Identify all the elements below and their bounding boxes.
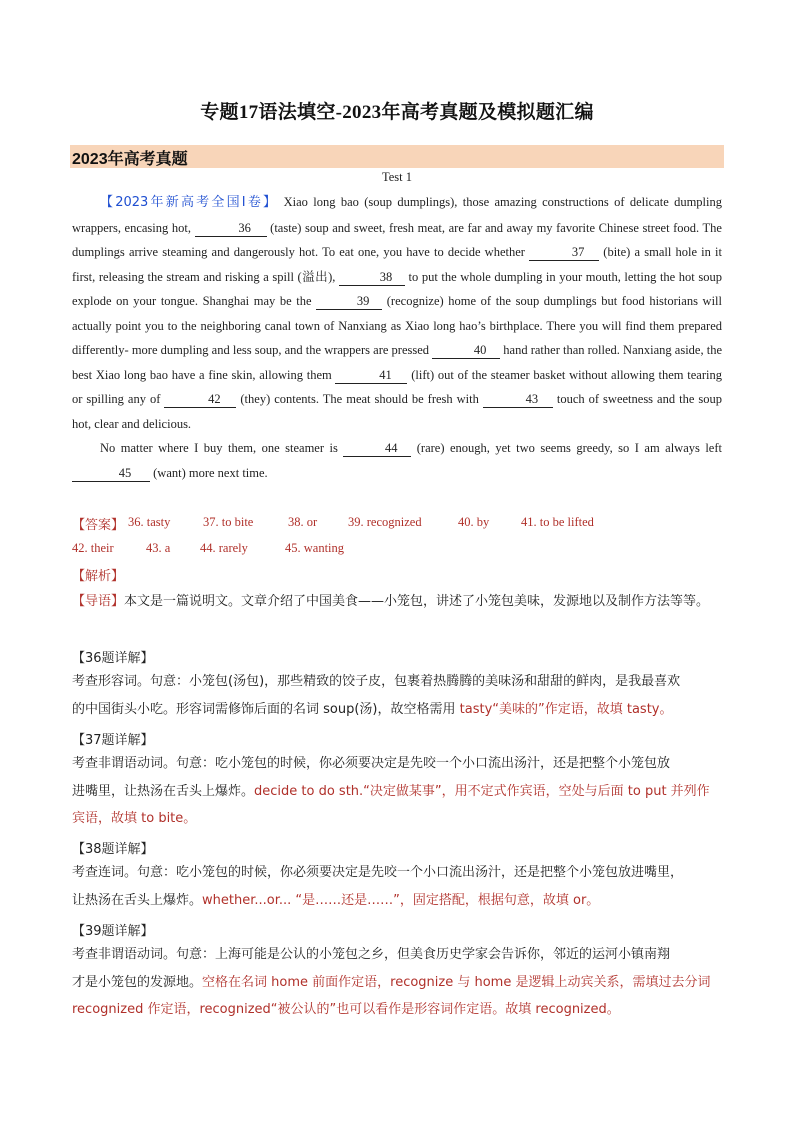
- blank-41: 41: [335, 367, 407, 384]
- blank-39: 39: [316, 293, 382, 310]
- detail-heading-36: 【36题详解】: [72, 651, 154, 666]
- passage-paragraph-1: 【2023年新高考全国Ⅰ卷】 Xiao long bao (soup dumplings), those amazing constructions of delicate dumpling wrappers, encasing hot, 36 (taste) soup and sweet, fresh meat, are far and away my favorite Chinese street food. The dumplings arrive steaming and dangerously hot. To eat one, you have to decide whether 37 (bite) a small hole in it first, releasing the stream and risking a spill (溢出), 38 to put the whole dumpling in your mouth, letting the hot soup explode on your tongue. Shanghai may be the 39 (recognize) home of the soup dumplings but food historians will actually point you to the neighboring canal town of Nanxiang as Xiao long hao’s birthplace. There you will find them prepared differently- more dumpling and less soup, and the wrappers are pressed 40 hand rather than rolled. Nanxiang aside, the best Xiao long bao have a fine skin, allowing them 41 (lift) out of the steamer basket without allowing them tearing or spilling any of 42 (they) contents. The meat should be fresh with 43 touch of sweetness and the soup hot, clear and delicious.: [72, 195, 722, 431]
- answer-item: 45. wanting: [285, 541, 345, 555]
- answer-label: 【答案】: [72, 518, 125, 533]
- detail-line: 的中国街头小吃。形容词需修饰后面的名词 soup(汤)，故空格需用 tasty“美味的”作定语，故填 tasty。: [72, 701, 673, 717]
- blank-44: 44: [343, 440, 411, 457]
- reading-passage: [72, 190, 722, 485]
- answer-item: 37. to bite: [203, 515, 254, 529]
- answer-item: 40. by: [458, 515, 490, 529]
- answer-item: 38. or: [288, 515, 318, 529]
- section-title: 2023年高考真题: [72, 151, 188, 168]
- detail-line: 让热汤在舌头上爆炸。whether...or... “是……还是……”，固定搭配，根据句意，故填 or。: [72, 892, 600, 908]
- detail-body-37: [72, 750, 728, 833]
- answer-item: 39. recognized: [348, 515, 422, 529]
- section-header: [70, 145, 724, 168]
- detail-heading-37: 【37题详解】: [72, 733, 154, 748]
- detail-line: 考查非谓语动词。句意：上海可能是公认的小笼包之乡，但美食历史学家会告诉你，邻近的运河小镇南翔: [72, 947, 671, 962]
- blank-42: 42: [164, 391, 236, 408]
- answer-item: 42. their: [72, 541, 114, 555]
- detail-line: 考查形容词。句意：小笼包(汤包)，那些精致的饺子皮，包裹着热腾腾的美味汤和甜甜的鲜肉，是我最喜欢: [72, 674, 681, 689]
- exam-source: 【2023年新高考全国Ⅰ卷】: [100, 195, 279, 210]
- detail-line: 宾语，故填 to bite。: [72, 811, 197, 826]
- blank-43: 43: [483, 391, 553, 408]
- detail-line: 考查非谓语动词。句意：吃小笼包的时候，你必须要决定是先咬一个小口流出汤汁，还是把整个小笼包放: [72, 756, 671, 771]
- detail-heading-38: 【38题详解】: [72, 842, 154, 857]
- test-label: Test 1: [381, 170, 413, 184]
- analysis-label: 【解析】: [72, 569, 125, 584]
- blank-40: 40: [432, 342, 500, 359]
- passage-paragraph-2: No matter where I buy them, one steamer is 44 (rare) enough, yet two seems greedy, so I am always left 45 (want) more next time.: [72, 436, 722, 485]
- blank-45: 45: [72, 465, 150, 482]
- detail-body-38: [72, 859, 728, 914]
- answer-item: 36. tasty: [128, 515, 171, 529]
- detail-line: 考查连词。句意：吃小笼包的时候，你必须要决定是先咬一个小口流出汤汁，还是把整个小笼包放进嘴里，: [72, 865, 684, 880]
- answer-item: 44. rarely: [200, 541, 248, 555]
- intro-text: 本文是一篇说明文。文章介绍了中国美食——小笼包，讲述了小笼包美味，发源地以及制作方法等等。: [124, 594, 710, 609]
- intro-paragraph: [72, 588, 728, 616]
- answer-item: 43. a: [146, 541, 171, 555]
- blank-36: 36: [195, 220, 267, 237]
- answer-item: 41. to be lifted: [521, 515, 594, 529]
- detail-line: 进嘴里，让热汤在舌头上爆炸。decide to do sth.“决定做某事”，用不定式作宾语，空处与后面 to put 并列作: [72, 783, 710, 799]
- intro-label: 【导语】: [72, 594, 125, 609]
- detail-heading-39: 【39题详解】: [72, 924, 154, 939]
- detail-line: 才是小笼包的发源地。空格在名词 home 前面作定语，recognize 与 home 是逻辑上动宾关系，需填过去分词: [72, 974, 711, 990]
- detail-body-39: [72, 941, 728, 1024]
- blank-38: 38: [339, 269, 405, 286]
- detail-body-36: [72, 668, 728, 723]
- blank-37: 37: [529, 244, 599, 261]
- detail-line: recognized 作定语，recognized“被公认的”也可以看作是形容词作定语。故填 recognized。: [72, 1002, 620, 1017]
- page-title: 专题17语法填空-2023年高考真题及模拟题汇编: [200, 102, 594, 123]
